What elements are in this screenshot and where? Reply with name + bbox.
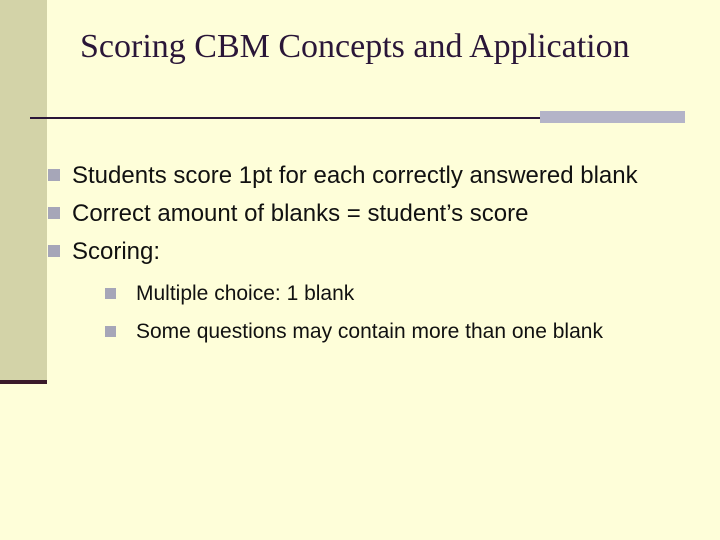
bullet-item xyxy=(48,162,708,190)
sub-bullet-item xyxy=(105,318,708,345)
square-bullet-icon xyxy=(105,326,116,337)
bullet-text: Correct amount of blanks = student’s score xyxy=(72,200,529,227)
sub-bullet-text: Some questions may contain more than one blank xyxy=(136,320,603,343)
bullet-item xyxy=(48,238,708,345)
sub-bullet-item xyxy=(105,280,708,307)
square-bullet-icon xyxy=(48,245,60,257)
left-accent-bar xyxy=(0,0,47,382)
square-bullet-icon xyxy=(48,169,60,181)
square-bullet-icon xyxy=(105,288,116,299)
title-divider-accent xyxy=(540,111,685,123)
slide-title: Scoring CBM Concepts and Application xyxy=(80,28,630,65)
bullet-text: Students score 1pt for each correctly answered blank xyxy=(72,162,638,189)
left-accent-bar-underline xyxy=(0,380,47,384)
bullet-text: Scoring: xyxy=(72,238,161,265)
square-bullet-icon xyxy=(48,207,60,219)
sub-bullet-text: Multiple choice: 1 blank xyxy=(136,282,355,305)
sub-bullet-list xyxy=(72,280,708,345)
bullet-list xyxy=(48,162,708,356)
bullet-item xyxy=(48,200,708,228)
